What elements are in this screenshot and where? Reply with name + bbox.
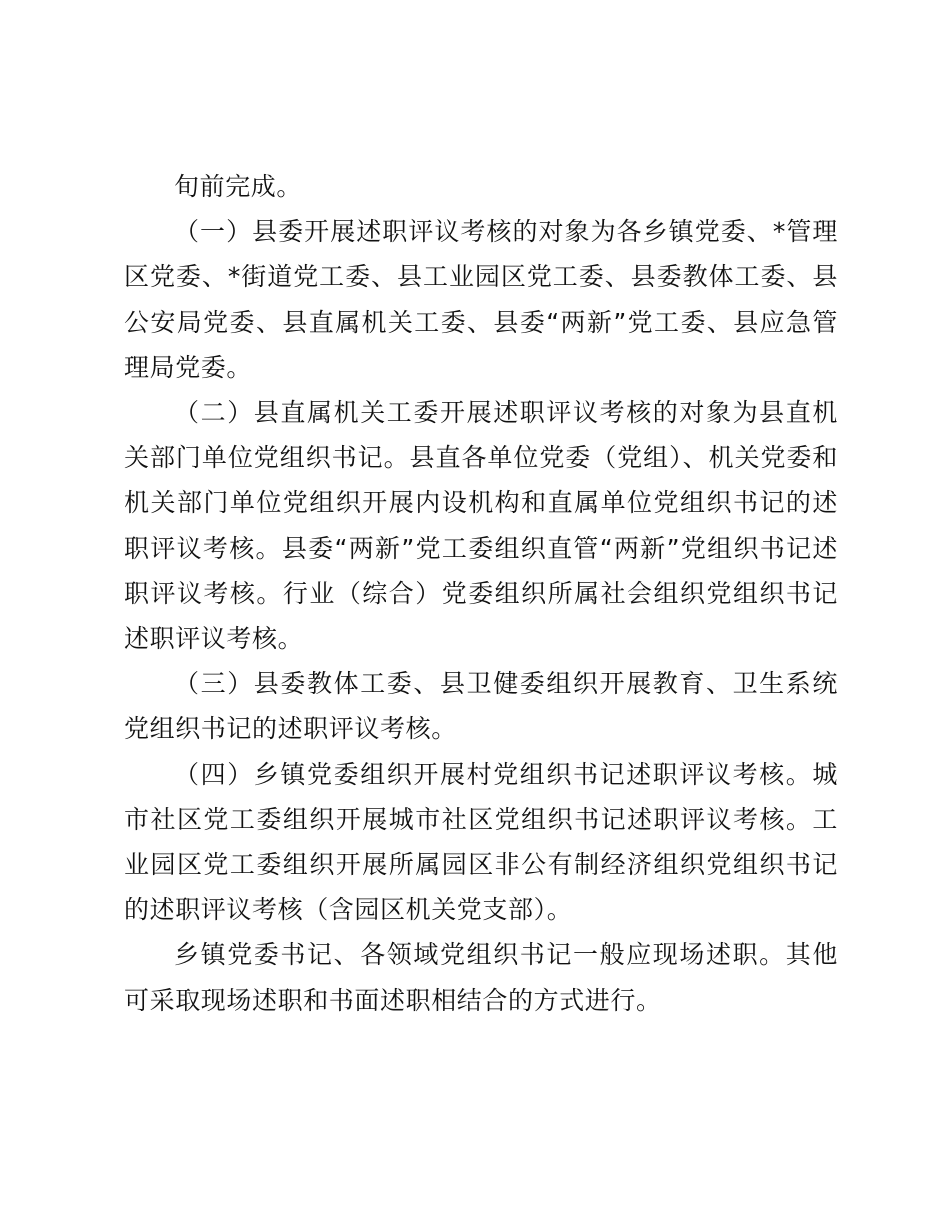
paragraph-item-1: （一）县委开展述职评议考核的对象为各乡镇党委、*管理区党委、*街道党工委、县工业园区党工委、县委教体工委、县公安局党委、县直属机关工委、县委“两新”党工委、县应急管理局党委。 (124, 217, 838, 382)
paragraph-closing: 乡镇党委书记、各领域党组织书记一般应现场述职。其他可采取现场述职和书面述职相结合的方式进行。 (124, 940, 838, 1015)
document-page (124, 164, 838, 1023)
paragraph-item-4: （四）乡镇党委组织开展村党组织书记述职评议考核。城市社区党工委组织开展城市社区党组织书记述职评议考核。工业园区党工委组织开展所属园区非公有制经济组织党组织书记的述职评议考核（含园区机关党支部）。 (124, 759, 838, 925)
paragraph-item-3: （三）县委教体工委、县卫健委组织开展教育、卫生系统党组织书记的述职评议考核。 (124, 669, 838, 744)
paragraph-item-2: （二）县直属机关工委开展述职评议考核的对象为县直机关部门单位党组织书记。县直各单位党委（党组）、机关党委和机关部门单位党组织开展内设机构和直属单位党组织书记的述职评议考核。县委“两新”党工委组织直管“两新”党组织书记述职评议考核。行业（综合）党委组织所属社会组织党组织书记述职评议考核。 (124, 398, 838, 654)
paragraph-continuation: 旬前完成。 (174, 172, 303, 201)
